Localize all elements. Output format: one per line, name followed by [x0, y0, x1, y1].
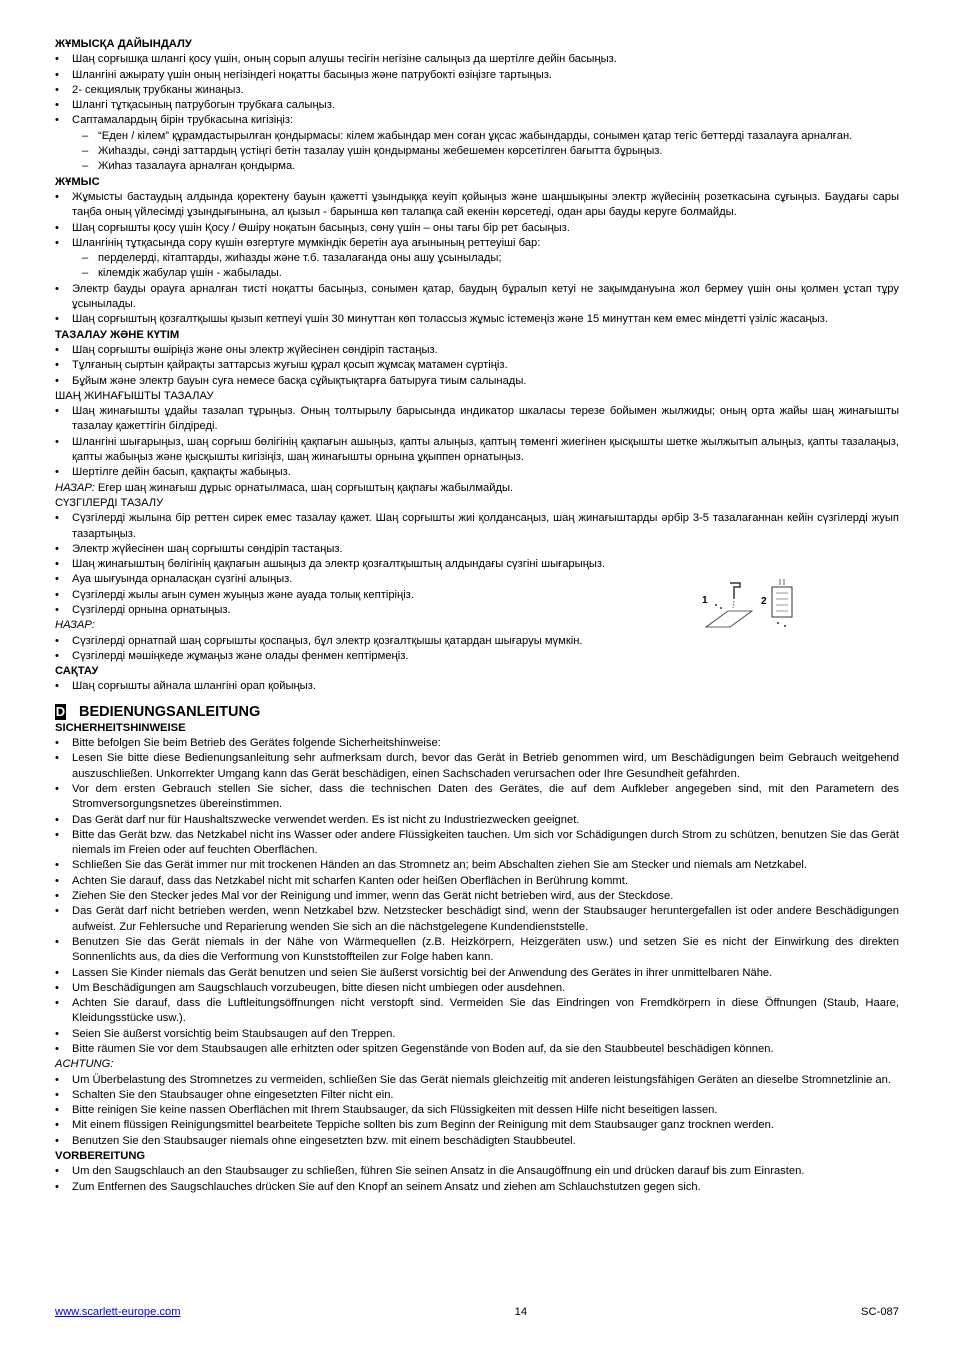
list-item: • Das Gerät darf nicht betrieben werden, wenn Netzkabel bzw. Netzstecker beschädigt sind, wenn der Staubsauger heruntergefallen ist oder andere Beschädigungen aufweist. Zur Fehlersuche und Reparierung wenden Sie sich an die nächstgelegene Kundendienststelle.	[55, 904, 899, 935]
list-item: • Um Überbelastung des Stromnetzes zu vermeiden, schließen Sie das Gerät niemals gleichzeitig mit anderen leistungsfähigen Geräten an dieselbe Stromnetzlinie an.	[55, 1073, 899, 1088]
section-title: SICHERHEITSHINWEISE	[55, 721, 186, 734]
list-item: • Bitte das Gerät bzw. das Netzkabel nicht ins Wasser oder andere Flüssigkeiten tauchen. Um sich vor Schädigungen durch Strom zu schützen, benutzen Sie das Gerät niemals im Freien oder auf feuchten Oberflächen.	[55, 828, 899, 859]
section-title: СҮЗГІЛЕРДІ ТАЗАЛУ	[55, 496, 164, 509]
language-badge: D	[55, 703, 66, 719]
list-item: • Электр жүйесінен шаң сорғышты сөндіріп тастаңыз.	[55, 542, 689, 557]
page-number: 14	[514, 1306, 528, 1318]
list-item: • Шаң сорғышты айнала шлангіні орап қойыңыз.	[55, 679, 899, 694]
list-item: • Сүзгілерді орнатпай шаң сорғышты қоспаңыз, бұл электр қозғалтқышы қатардан шығаруы мүмкін.	[55, 634, 899, 649]
list-item: • Сүзгілерді жылы ағын сумен жуыңыз және ауада толық кептіріңіз.	[55, 588, 689, 603]
note-label: НАЗАР:	[55, 481, 95, 494]
list-item: • Сүзгілерді орнына орнатыңыз.	[55, 603, 689, 618]
list-item: • 2- секциялық трубканы жинаңыз.	[55, 83, 899, 98]
list-item: • Саптамалардың бірін трубкасына кигізіңіз:	[55, 113, 899, 128]
list-item: • Шаң сорғышқа шлангі қосу үшін, оның сорып алушы тесігін негізіне салыңыз да шертілге дейін басыңыз.	[55, 52, 899, 67]
list-item: • Achten Sie darauf, dass das Netzkabel nicht mit scharfen Kanten oder heißen Oberflächen in Berührung kommt.	[55, 874, 899, 889]
note-text: Егер шаң жинағыш дұрыс орнатылмаса, шаң сорғыштың қақпағы жабылмайды.	[94, 481, 514, 494]
water-stream-icon	[733, 601, 734, 608]
list-item: • Achten Sie darauf, dass die Luftleitungsöffnungen nicht verstopft sind. Vermeiden Sie das Eindringen von Fremdkörpern in diese Öffnungen (Staub, Haare, Kleidungsstücke usw.).	[55, 996, 899, 1027]
list-item: • Шлангі тұтқасының патрубогын трубкаға салыңыз.	[55, 98, 899, 113]
list-item: • Шлангіні ажырату үшін оның негізіндегі ноқатты басыңыз және патрубокті өзіңізге тартыңыз.	[55, 68, 899, 83]
list-item: • Benutzen Sie den Staubsauger niemals ohne eingesetzten bzw. mit einem beschädigten Staubbeutel.	[55, 1134, 899, 1149]
list-item: • Сүзгілерді мәшіңкеде жұмаңыз және олады фенмен кептірмеңіз.	[55, 649, 899, 664]
filter-cleaning-illustration	[700, 575, 810, 633]
list-item: • Bitte räumen Sie vor dem Staubsaugen alle erhitzten oder spitzen Gegenstände von Boden auf, da sie den Staubbeutel beschädigen können.	[55, 1042, 899, 1057]
sub-list-item: – Жиһазды, сәнді заттардың үстіңгі бетін тазалау үшін қондырманы жебешемен көрсетілген бағытта бұрыңыз.	[55, 144, 899, 159]
list-item: • Lassen Sie Kinder niemals das Gerät benutzen und seien Sie äußerst vorsichtig bei der Anwendung des Gerätes in ihrer unmittelbaren Nähe.	[55, 966, 899, 981]
sub-list-item: – Жиһаз тазалауға арналған қондырма.	[55, 159, 899, 174]
section-title: ЖҰМЫС	[55, 175, 100, 188]
list-item: • Schließen Sie das Gerät immer nur mit trockenen Händen an das Stromnetz an; beim Abschalten ziehen Sie am Stecker und niemals am Netzkabel.	[55, 858, 899, 873]
section-title: ТАЗАЛАУ ЖӘНЕ КҮТІМ	[55, 328, 180, 341]
model-number: SC-087	[861, 1306, 899, 1318]
list-item: • Um den Saugschlauch an den Staubsauger zu schließen, führen Sie seinen Ansatz in die Ansaugöffnung ein und drücken darauf bis zum Einrasten.	[55, 1164, 899, 1179]
note	[55, 481, 899, 496]
note-label: НАЗАР:	[55, 619, 95, 632]
list-item: • Шаң сорғышты өшіріңіз және оны электр жүйесінен сөндіріп тастаңыз.	[55, 343, 899, 358]
faucet-icon	[730, 583, 740, 599]
water-drop-icon	[720, 607, 722, 609]
list-item: • Zum Entfernen des Saugschlauches drücken Sie auf den Knopf an seinem Ansatz und ziehen am Schlauchstutzen gegen sich.	[55, 1180, 899, 1195]
filter-icon	[772, 587, 792, 617]
list-item: • Шлангіні шығарыңыз, шаң сорғыш бөлігінің қақпағын ашыңыз, қапты алыңыз, қаптың төменгі жиегінен қысқышты шетке жылжытып алыңыз, қапты тазалаңыз, қапты жабыңыз және қысқышты кигізіңіз, шаң жинағышты орнына ұқыппен орнатыңыз.	[55, 435, 899, 466]
figure-label-2: 2	[761, 596, 767, 607]
list-item: • Bitte befolgen Sie beim Betrieb des Gerätes folgende Sicherheitshinweise:	[55, 736, 899, 751]
website-link[interactable]: www.scarlett-europe.com	[55, 1306, 181, 1318]
note-label: ACHTUNG:	[55, 1058, 114, 1071]
sub-list-item: – перделерді, кітаптарды, жиһазды және т.б. тазалағанда оны ашу ұсынылады;	[55, 251, 899, 266]
list-item: • Шаң жинағышты ұдайы тазалап тұрыңыз. Оның толтырылу барысында индикатор шкаласы терезе бойымен жылжиды; оның орта жайы шаң жинағышты тазалау қажеттігін білдіреді.	[55, 404, 899, 435]
german-section-header	[55, 703, 899, 721]
list-item: • Bitte reinigen Sie keine nassen Oberflächen mit Ihrem Staubsauger, da sich Flüssigkeiten mit dessen Hilfe nicht beseitigen lassen.	[55, 1103, 899, 1118]
list-item: • Lesen Sie bitte diese Bedienungsanleitung sehr aufmerksam durch, bevor das Gerät in Betrieb genommen wird, um Beschädigungen beim Gebrauch weitgehend auszuschließen. Unkorrekter Umgang kann das Gerät beschädigen, einen Sachschaden verursachen oder Ihre Gesundheit gefährden.	[55, 751, 899, 782]
list-item: • Ауа шығуында орналасқан сүзгіні алыңыз.	[55, 572, 689, 587]
section-title: ШАҢ ЖИНАҒЫШТЫ ТАЗАЛАУ	[55, 389, 214, 402]
list-item: • Vor dem ersten Gebrauch stellen Sie sicher, dass die technischen Daten des Gerätes, die auf dem Aufkleber angegeben sind, mit den Parametern des Stromversorgungsnetzes übereinstimmen.	[55, 782, 899, 813]
list-item: • Жұмысты бастаудың алдында қоректену бауын қажетті ұзындыққа кеуіп қойыңыз және шаңшықыны электр жүйесінің розеткасына сұғыңыз. Баудағы сары таңба оның үйлесімді ұзындығынына, ал қызыл - барынша көп талапқа сай екенін көрсетеді, одан ары бауды керуге болмайды.	[55, 190, 899, 221]
section-title: ЖҰМЫСҚА ДАЙЫНДАЛУ	[55, 38, 192, 50]
figure-label-1: 1	[702, 595, 708, 606]
list-item: • Бұйым және электр бауын суға немесе басқа сұйықтықтарға батыруға тиым салынады.	[55, 374, 899, 389]
list-item: • Um Beschädigungen am Saugschlauch vorzubeugen, bitte diesen nicht umbiegen oder ausdehnen.	[55, 981, 899, 996]
list-item: • Электр бауды орауға арналған тисті ноқатты басыңыз, сонымен қатар, баудың бұралып кетуі не зақымдануына жол бермеу үшін оны қолмен ұстап тұру ұсынылады.	[55, 282, 899, 313]
sub-list-item: – кілемдік жабулар үшін - жабылады.	[55, 266, 899, 281]
water-drop-icon	[715, 604, 717, 606]
clip-icon	[780, 579, 784, 585]
water-drop-icon	[784, 625, 786, 627]
page-footer	[55, 1306, 899, 1318]
list-item: • Seien Sie äußerst vorsichtig beim Staubsaugen auf den Treppen.	[55, 1027, 899, 1042]
water-drop-icon	[777, 622, 779, 624]
list-item: • Mit einem flüssigen Reinigungsmittel bearbeitete Teppiche sollten bis zum Beginn der Reinigung mit dem Staubsauger ganz trocknen werden.	[55, 1118, 899, 1133]
list-item: • Das Gerät darf nur für Haushaltszwecke verwendet werden. Es ist nicht zu Industriezwecken geeignet.	[55, 813, 899, 828]
list-item: • Ziehen Sie den Stecker jedes Mal vor der Reinigung und immer, wenn das Gerät nicht betrieben wird, aus der Steckdose.	[55, 889, 899, 904]
list-item: • Шаң сорғыштың қозғалтқышы қызып кетпеуі үшін 30 минуттан көп толассыз жұмыс істемеңіз және 15 минуттан кем емес міндетті үзіліс жасаңыз.	[55, 312, 899, 327]
sub-list-item: – “Еден / кілем” құрамдастырылған қондырмасы: кілем жабындар мен соған ұқсас жабындарды, сонымен қатар тегіс беттерді тазалауға арналған.	[55, 129, 899, 144]
list-item: • Benutzen Sie das Gerät niemals in der Nähe von Wärmequellen (z.B. Heizkörpern, Heizgeräten usw.) und setzen Sie es nicht der Einwirkung des direkten Sonnenlichts aus, da dies die Verformung von Kunststoffteilen zur Folge haben kann.	[55, 935, 899, 966]
filter-pad-icon	[706, 611, 752, 627]
section-title: VORBEREITUNG	[55, 1150, 146, 1163]
list-item: • Шлангінің тұтқасында сору күшін өзгертуге мүмкіндік беретін ауа ағынының реттеуіші бар:	[55, 236, 899, 251]
list-item: • Шаң сорғышты қосу үшін Қосу / Өшіру ноқатын басыңыз, сөну үшін – оны тағы бір рет басыңыз.	[55, 221, 899, 236]
list-item: • Schalten Sie den Staubsauger ohne eingesetzten Filter nicht ein.	[55, 1088, 899, 1103]
list-item: • Тұлғаның сыртын қайрақты заттарсыз жуғыш құрал қосып жұмсақ матамен сүртіңіз.	[55, 358, 899, 373]
section-title: САҚТАУ	[55, 665, 99, 678]
list-item: • Сүзгілерді жылына бір реттен сирек емес тазалау қажет. Шаң сорғышты жиі қолдансаңыз, шаң жинағыштарды әрбір 3-5 тазалағаннан кейін сүзгілерді жуып тазартыңыз.	[55, 511, 899, 542]
list-item: • Шаң жинағыштың бөлігінің қақпағын ашыңыз да электр қозғалтқыштың алдындағы сүзгіні шығарыңыз.	[55, 557, 689, 572]
german-title: BEDIENUNGSANLEITUNG	[79, 703, 261, 720]
list-item: • Шертілге дейін басып, қақпақты жабыңыз.	[55, 465, 899, 480]
